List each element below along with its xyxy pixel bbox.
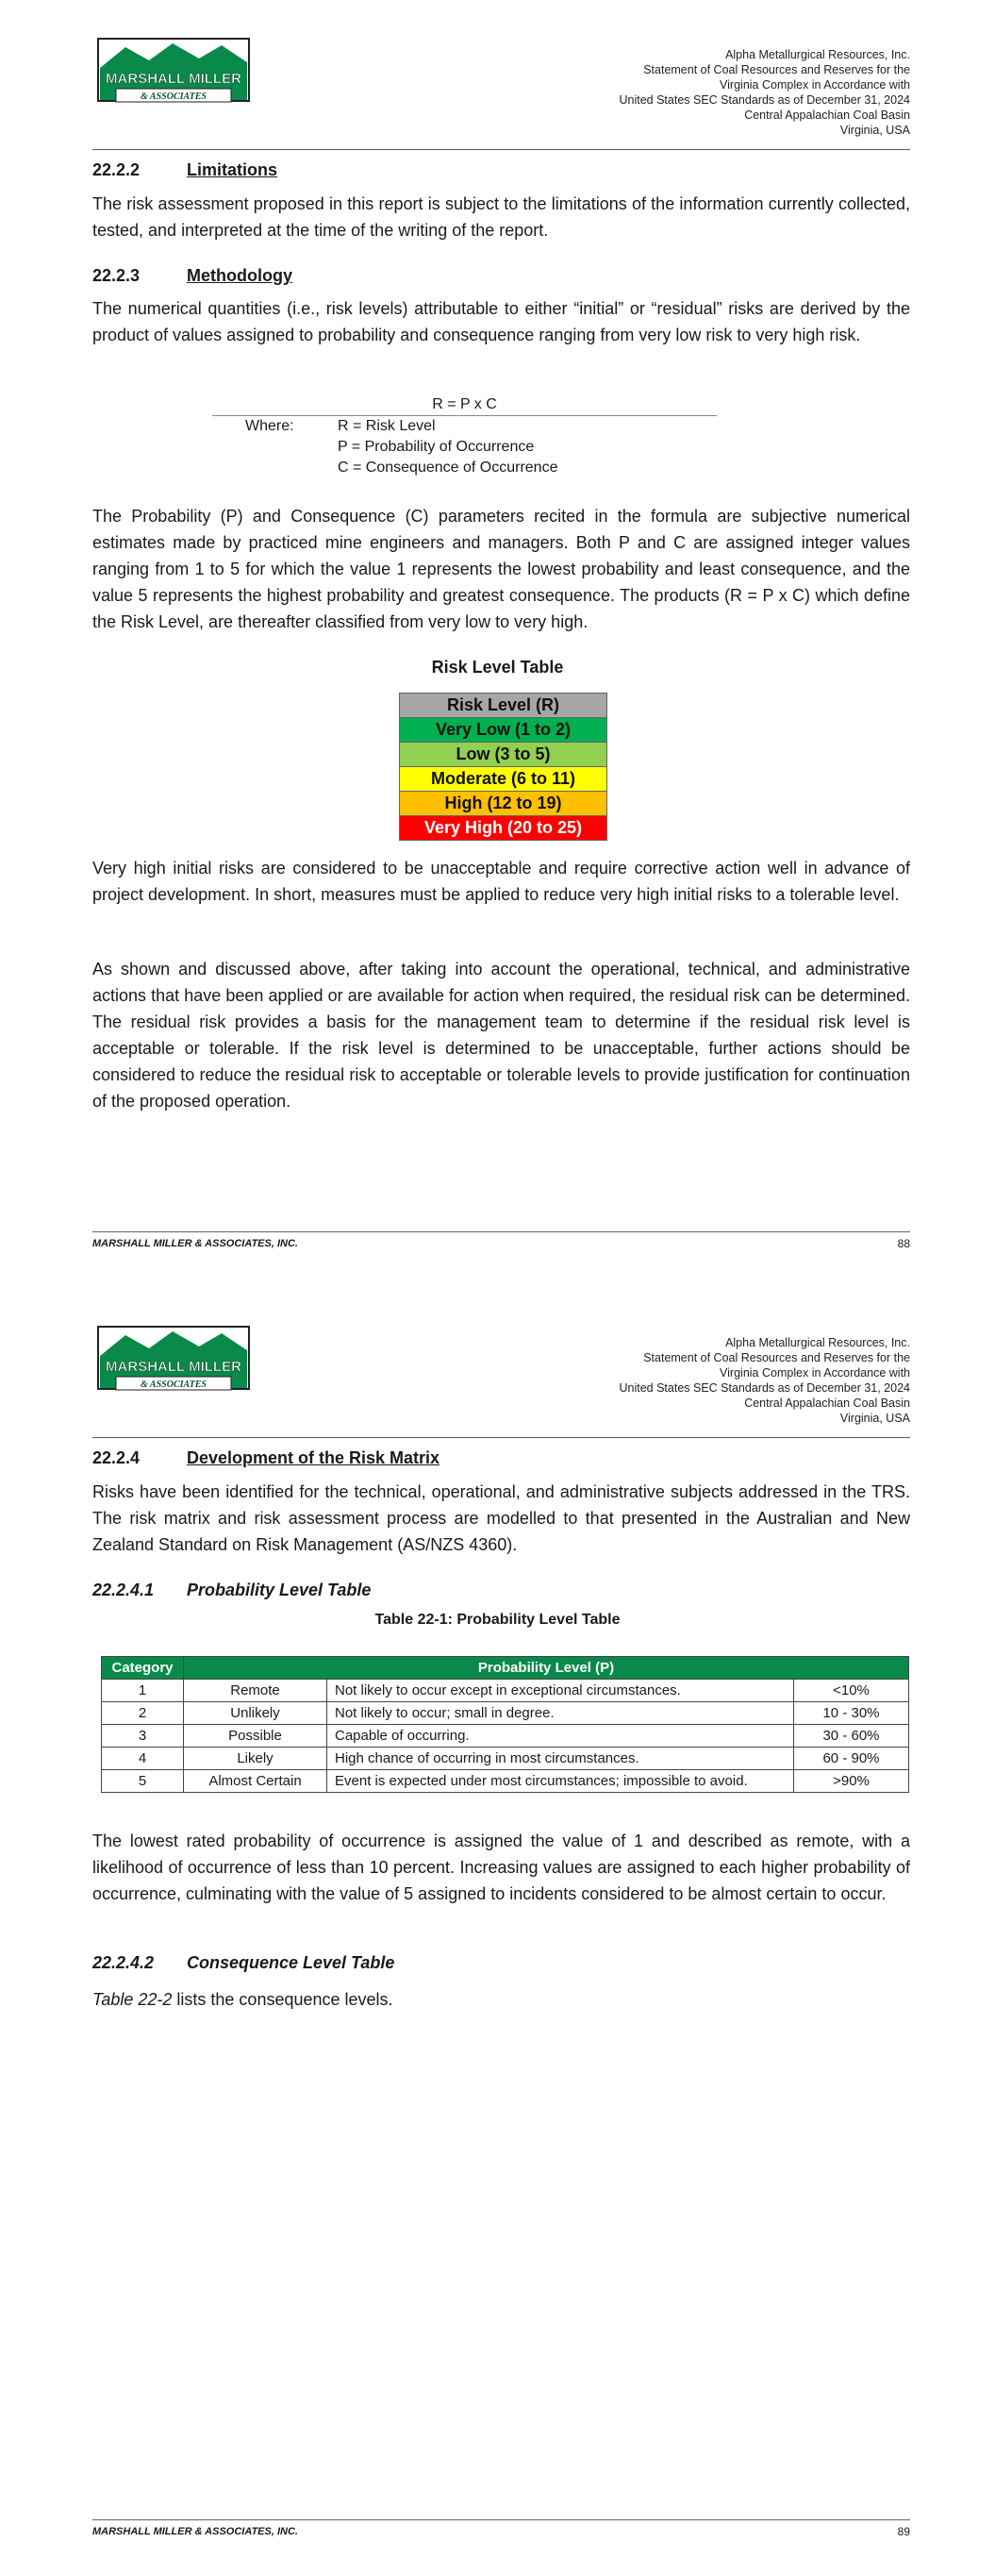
paragraph-consequence-ref: [92, 1986, 910, 2013]
description-cell: High chance of occurring in most circumstances.: [327, 1748, 794, 1770]
column-header-category: Category: [102, 1657, 184, 1680]
risk-table-header: Risk Level (R): [400, 694, 606, 718]
footer-company: MARSHALL MILLER & ASSOCIATES, INC.: [92, 2526, 298, 2537]
section-title: Probability Level Table: [187, 1581, 372, 1599]
formula-where-label: Where:: [245, 418, 294, 434]
risk-level-table-title: Risk Level Table: [431, 658, 564, 677]
header-divider: [92, 1437, 910, 1438]
table-row: [102, 1725, 909, 1748]
formula-def-c: C = Consequence of Occurrence: [338, 460, 558, 476]
footer-divider: [92, 1231, 910, 1232]
header-line: Central Appalachian Coal Basin: [744, 109, 910, 122]
paragraph-methodology: The numerical quantities (i.e., risk levels) attributable to either “initial” or “residual” risks are derived by the product of values assigned to probability and consequence ranging from very low risk to very high risk.: [92, 299, 910, 344]
section-title: Development of the Risk Matrix: [187, 1448, 440, 1467]
description-cell: Event is expected under most circumstances; impossible to avoid.: [327, 1770, 794, 1793]
risk-level-row: Moderate (6 to 11): [400, 767, 606, 792]
page-89: [0, 1288, 995, 2576]
header-company: Alpha Metallurgical Resources, Inc.: [725, 48, 910, 61]
table-caption: Table 22-1: Probability Level Table: [374, 1612, 621, 1628]
section-title: Methodology: [187, 266, 292, 285]
percentage-cell: >90%: [794, 1770, 909, 1793]
paragraph-residual: As shown and discussed above, after taking into account the operational, technical, and administrative actions that have been applied or are available for action when required, the residual risk can be determined. The residual risk provides a basis for the management team to determine if the residual risk level is acceptable or tolerable. If the risk level is determined to be unacceptable, further actions should be considered to reduce the residual risk to acceptable or tolerable levels to provide justification for continuation of the proposed operation.: [92, 960, 910, 1111]
subsection-heading-consequence: [92, 1953, 394, 1973]
section-number: 22.2.4.1: [92, 1581, 155, 1599]
logo-wordmark: MARSHALL MILLER: [106, 1359, 241, 1375]
risk-formula: [212, 394, 717, 478]
header-line: Central Appalachian Coal Basin: [744, 1397, 910, 1410]
description-cell: Not likely to occur; small in degree.: [327, 1702, 794, 1725]
description-cell: Not likely to occur except in exceptional circumstances.: [327, 1680, 794, 1702]
description-cell: Capable of occurring.: [327, 1725, 794, 1748]
table-header-row: [102, 1657, 909, 1680]
risk-level-row: High (12 to 19): [400, 792, 606, 816]
header-line: Virginia, USA: [839, 1412, 910, 1425]
risk-level-row: Very Low (1 to 2): [400, 718, 606, 743]
section-heading-risk-matrix: [92, 1448, 439, 1468]
section-number: 22.2.2: [92, 160, 141, 179]
risk-level-row: Low (3 to 5): [400, 743, 606, 767]
risk-level-table: [399, 693, 607, 841]
table-row: [102, 1748, 909, 1770]
column-header-probability: Probability Level (P): [184, 1657, 909, 1680]
header-line: United States SEC Standards as of December 31, 2024: [619, 1381, 910, 1395]
probability-level-table: [101, 1656, 909, 1793]
subsection-heading-probability: [92, 1581, 371, 1600]
section-number: 22.2.4.2: [92, 1953, 155, 1972]
page-number: 89: [897, 2525, 910, 2538]
table-row: [102, 1702, 909, 1725]
formula-def-r: R = Risk Level: [338, 418, 436, 434]
level-name-cell: Remote: [184, 1680, 327, 1702]
percentage-cell: <10%: [794, 1680, 909, 1702]
formula-def-p: P = Probability of Occurrence: [338, 439, 535, 455]
header-line: Virginia Complex in Accordance with: [720, 1366, 910, 1380]
category-cell: 1: [102, 1680, 184, 1702]
header-line: Virginia Complex in Accordance with: [720, 78, 910, 92]
logo-wordmark: MARSHALL MILLER: [106, 71, 241, 87]
paragraph-risk-matrix: Risks have been identified for the technical, operational, and administrative subjects addressed in the TRS. The risk matrix and risk assessment process are modelled to that presented in the Australian and New Zealand Standard on Risk Management (AS/NZS 4360).: [92, 1482, 910, 1554]
section-title: Consequence Level Table: [187, 1953, 395, 1972]
company-logo: [97, 1326, 250, 1401]
paragraph-parameters: The Probability (P) and Consequence (C) parameters recited in the formula are subjective numerical estimates made by practiced mine engineers and managers. Both P and C are assigned integer values ranging from 1 to 5 for which the value 1 represents the lowest probability and least consequence, and the value 5 represents the highest probability and greatest consequence. The products (R = P x C) which define the Risk Level, are thereafter classified from very low to very high.: [92, 507, 910, 631]
logo-subtitle: & ASSOCIATES: [141, 1380, 207, 1390]
level-name-cell: Unlikely: [184, 1702, 327, 1725]
category-cell: 4: [102, 1748, 184, 1770]
footer-divider: [92, 2519, 910, 2520]
report-header: [619, 1335, 910, 1426]
level-name-cell: Likely: [184, 1748, 327, 1770]
report-header: [619, 47, 910, 138]
paragraph-lowest-probability: The lowest rated probability of occurrence is assigned the value of 1 and described as remote, with a likelihood of occurrence of less than 10 percent. Increasing values are assigned to each higher probability of occurrence, culminating with the value of 5 assigned to incidents considered to be almost certain to occur.: [92, 1832, 910, 1903]
level-name-cell: Almost Certain: [184, 1770, 327, 1793]
level-name-cell: Possible: [184, 1725, 327, 1748]
risk-level-row: Very High (20 to 25): [400, 816, 606, 840]
paragraph-very-high: Very high initial risks are considered to be unacceptable and require corrective action well in advance of project development. In short, measures must be applied to reduce very high initial risks to a tolerable level.: [92, 859, 910, 904]
section-number: 22.2.3: [92, 266, 141, 285]
section-heading-limitations: [92, 160, 277, 180]
category-cell: 5: [102, 1770, 184, 1793]
header-line: Statement of Coal Resources and Reserves for the: [643, 63, 910, 76]
header-company: Alpha Metallurgical Resources, Inc.: [725, 1336, 910, 1349]
table-reference: Table 22-2: [92, 1990, 173, 2009]
header-divider: [92, 149, 910, 150]
footer-company: MARSHALL MILLER & ASSOCIATES, INC.: [92, 1238, 298, 1249]
section-number: 22.2.4: [92, 1448, 141, 1467]
percentage-cell: 10 - 30%: [794, 1702, 909, 1725]
paragraph-text: lists the consequence levels.: [172, 1990, 393, 2009]
header-line: Statement of Coal Resources and Reserves for the: [643, 1351, 910, 1364]
percentage-cell: 30 - 60%: [794, 1725, 909, 1748]
category-cell: 3: [102, 1725, 184, 1748]
header-line: Virginia, USA: [839, 124, 910, 137]
header-line: United States SEC Standards as of December 31, 2024: [619, 93, 910, 107]
logo-subtitle: & ASSOCIATES: [141, 92, 207, 102]
paragraph-limitations: The risk assessment proposed in this report is subject to the limitations of the information currently collected, tested, and interpreted at the time of the writing of the report.: [92, 194, 910, 240]
page-number: 88: [897, 1237, 910, 1250]
table-row: [102, 1680, 909, 1702]
category-cell: 2: [102, 1702, 184, 1725]
section-heading-methodology: [92, 266, 292, 286]
table-row: [102, 1770, 909, 1793]
percentage-cell: 60 - 90%: [794, 1748, 909, 1770]
company-logo: [97, 38, 250, 113]
formula-expression: R = P x C: [212, 394, 717, 416]
section-title: Limitations: [187, 160, 278, 179]
